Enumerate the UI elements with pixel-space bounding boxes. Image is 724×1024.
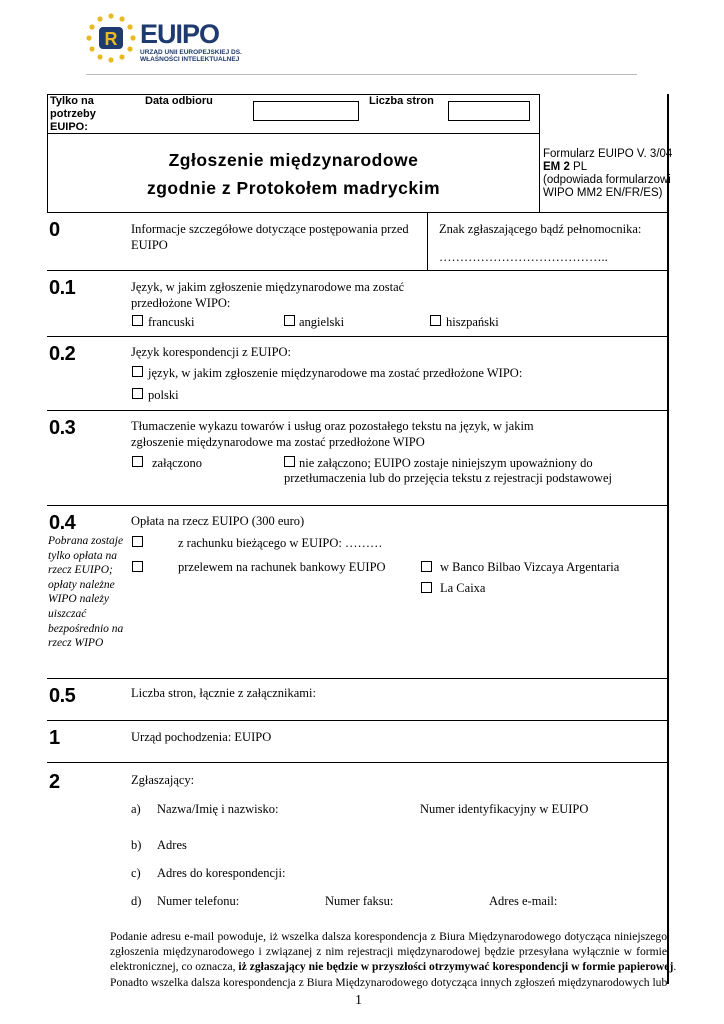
form-lang: PL: [569, 161, 588, 173]
notice-line-1: Podanie adresu e-mail powoduje, iż wszelka dalsza korespondencja z Biura Międzynarodowego dotycząca niniejszego: [110, 930, 667, 943]
option-polish: polski: [148, 388, 179, 402]
checkbox-polish[interactable]: [132, 388, 143, 399]
option-la-caixa: La Caixa: [440, 581, 486, 595]
section-0-3-text: Tłumaczenie wykazu towarów i usług oraz pozostałego tekstu na język, w jakim zgłoszenie międzynarodowe ma zostać przedłożone WIPO: [131, 419, 534, 449]
item-b-letter: b): [131, 838, 142, 852]
section-0-number: 0: [49, 219, 60, 241]
option-translation-attached: załączono: [152, 456, 202, 470]
applicant-id-label: Numer identyfikacyjny w EUIPO: [420, 802, 589, 816]
page-number: 1: [355, 993, 362, 1008]
email-label: Adres e-mail:: [489, 894, 558, 908]
office-use-label: Tylko na potrzeby EUIPO:: [50, 95, 96, 133]
option-translation-not-attached-2: przetłumaczenia lub do przejęcia tekstu z rejestracji podstawowej: [284, 471, 612, 485]
option-current-account: z rachunku bieżącego w EUIPO: ………: [178, 536, 383, 550]
fee-side-note: Pobrana zostaje tylko opłata na rzecz EUIPO; opłaty należne WIPO należy uiszczać bezpośrednio na rzecz WIPO: [48, 535, 124, 650]
checkbox-french[interactable]: [132, 315, 143, 326]
header-divider: [86, 74, 637, 75]
receipt-date-field[interactable]: [253, 101, 359, 121]
section-0-2-text: Język korespondencji z EUIPO:: [131, 345, 292, 359]
receipt-date-label: Data odbioru: [145, 95, 213, 107]
section-0-5-text: Liczba stron, łącznie z załącznikami:: [131, 686, 316, 700]
page-count-label: Liczba stron: [369, 95, 434, 107]
checkbox-current-account[interactable]: [132, 536, 143, 547]
notice-line-3-bold: iż zgłaszający nie będzie w przyszłości otrzymywać korespondencji w formie papierowej: [238, 960, 674, 974]
option-spanish: hiszpański: [446, 315, 499, 329]
section-0-1-text: Język, w jakim zgłoszenie międzynarodowe ma zostać przedłożone WIPO:: [131, 280, 405, 310]
item-a-letter: a): [131, 802, 141, 816]
email-notice-paragraph: [110, 929, 677, 990]
section-0-4-number: 0.4: [49, 512, 76, 534]
checkbox-filing-language[interactable]: [132, 366, 143, 377]
section-1-text: Urząd pochodzenia: EUIPO: [131, 730, 272, 744]
address-label: Adres: [157, 838, 187, 852]
euipo-logo: [82, 10, 282, 70]
fax-label: Numer faksu:: [325, 894, 394, 908]
correspondence-address-label: Adres do korespondencji:: [157, 866, 286, 880]
checkbox-bbva[interactable]: [421, 561, 432, 572]
section-2-number: 2: [49, 771, 60, 793]
page-count-field[interactable]: [448, 101, 530, 121]
checkbox-translation-not-attached[interactable]: [284, 456, 295, 467]
option-bank-transfer: przelewem na rachunek bankowy EUIPO: [178, 560, 386, 574]
form-code-line: [543, 161, 671, 174]
section-1-number: 1: [49, 727, 60, 749]
notice-line-3c: .: [673, 960, 677, 974]
form-title-line2: zgodnie z Protokołem madryckim: [146, 178, 441, 198]
checkbox-la-caixa[interactable]: [421, 582, 432, 593]
option-english: angielski: [299, 315, 345, 329]
section-0-2-number: 0.2: [49, 343, 76, 365]
form-version: Formularz EUIPO V. 3/04: [543, 148, 673, 160]
form-code: EM 2: [543, 161, 570, 173]
checkbox-bank-transfer[interactable]: [132, 561, 143, 572]
eu-stars-icon: [82, 10, 140, 68]
section-0-1-number: 0.1: [49, 277, 76, 299]
form-note: (odpowiada formularzowi WIPO MM2 EN/FR/ES): [543, 174, 671, 199]
section-0-5-number: 0.5: [49, 685, 76, 707]
section-0-3-number: 0.3: [49, 417, 76, 439]
notice-line-4: Ponadto wszelka dalsza korespondencja z Biura Międzynarodowego dotycząca innych zgłoszeń międzynarodowych lub: [110, 975, 668, 989]
brand-name: EUIPO: [140, 19, 220, 49]
applicant-name-label: Nazwa/Imię i nazwisko:: [157, 802, 279, 816]
notice-line-3a: elektronicznej, co oznacza,: [110, 960, 239, 974]
section-0-4-text: Opłata na rzecz EUIPO (300 euro): [131, 514, 305, 528]
option-translation-not-attached-1: nie załączono; EUIPO zostaje niniejszym upoważniony do: [299, 456, 593, 470]
form-version-info: [543, 148, 671, 200]
section-2-text: Zgłaszający:: [131, 773, 195, 787]
item-d-letter: d): [131, 894, 142, 908]
item-c-letter: c): [131, 866, 141, 880]
checkbox-spanish[interactable]: [430, 315, 441, 326]
form-title-line1: Zgłoszenie międzynarodowe: [168, 150, 419, 170]
option-filing-language: język, w jakim zgłoszenie międzynarodowe ma zostać przedłożone WIPO:: [148, 366, 523, 380]
reference-field[interactable]: …………………………………..: [439, 250, 608, 264]
svg-text:R: R: [104, 29, 118, 49]
option-bbva: w Banco Bilbao Vizcaya Argentaria: [440, 560, 620, 574]
checkbox-translation-attached[interactable]: [132, 456, 143, 467]
section-0-text: Informacje szczegółowe dotyczące postępowania przed EUIPO: [131, 222, 409, 252]
brand-line1: URZĄD UNII EUROPEJSKIEJ DS.: [140, 49, 242, 56]
reference-label: Znak zgłaszającego bądź pełnomocnika:: [439, 222, 642, 236]
brand-line2: WŁASNOŚCI INTELEKTUALNEJ: [140, 56, 240, 63]
phone-label: Numer telefonu:: [157, 894, 240, 908]
notice-line-3: [110, 959, 677, 974]
checkbox-english[interactable]: [284, 315, 295, 326]
notice-line-2: zgłoszenia międzynarodowego i związanej z nim rejestracji międzynarodowej będzie przesyłana wyłącznie w formie: [110, 945, 667, 959]
option-french: francuski: [148, 315, 195, 329]
